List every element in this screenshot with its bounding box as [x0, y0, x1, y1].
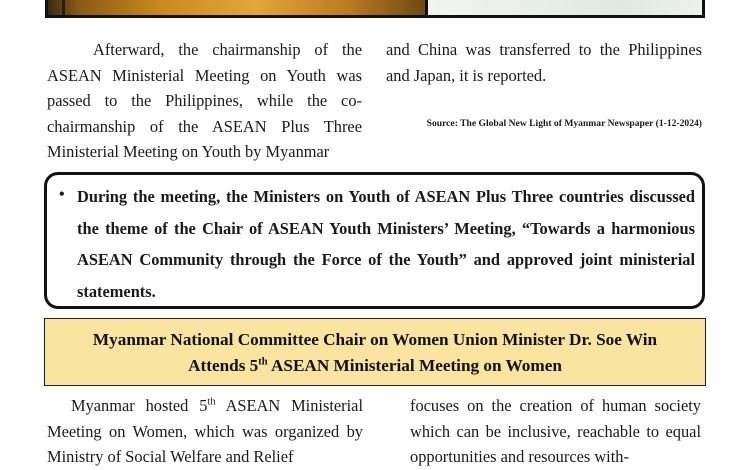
- meeting-photo-right: [428, 0, 702, 15]
- article-paragraph-left-bottom: [47, 393, 363, 470]
- headline-ordinal: th: [258, 356, 268, 368]
- meeting-photo-left: [48, 0, 425, 15]
- section-headline: [44, 318, 706, 386]
- headline-text-pre: Attends 5: [188, 356, 259, 375]
- headline-text-post: ASEAN Ministerial Meeting on Women: [267, 356, 562, 375]
- photo-frame-edge: [62, 0, 65, 15]
- highlight-text: During the meeting, the Ministers on Youth of ASEAN Plus Three countries discussed the theme of the Chair of ASEAN Youth Ministers’ Meeting, “Towards a harmonious ASEAN Community through the Force of the Youth” and approved joint ministerial statements.: [77, 187, 695, 301]
- paragraph-ordinal: th: [207, 396, 216, 408]
- paragraph-text: Afterward, the chairmanship of the ASEAN Ministerial Meeting on Youth was passed to the Philippines, while the co-chairmanship of the ASEAN Plus Three Ministerial Meeting on Youth by Myanmar: [47, 40, 362, 161]
- article-paragraph-right-bottom: focuses on the creation of human society which can be inclusive, reachable to equal opportunities and resources with-: [410, 396, 701, 466]
- paragraph-text-post: ASEAN Ministerial Meeting on Women, which was organized by Ministry of Social Welfare and Relief: [47, 396, 363, 466]
- article-paragraph-left: [47, 37, 362, 165]
- highlight-box: [44, 172, 705, 309]
- article-paragraph-right: and China was transferred to the Philippines and Japan, it is reported.: [386, 40, 702, 85]
- bullet-icon: •: [59, 186, 65, 203]
- headline-line-2: [45, 353, 705, 379]
- photo-strip: [45, 0, 705, 18]
- headline-line-1: Myanmar National Committee Chair on Women Union Minister Dr. Soe Win: [92, 330, 658, 349]
- paragraph-text-pre: Myanmar hosted 5: [71, 396, 208, 415]
- source-citation: Source: The Global New Light of Myanmar Newspaper (1-12-2024): [426, 118, 702, 129]
